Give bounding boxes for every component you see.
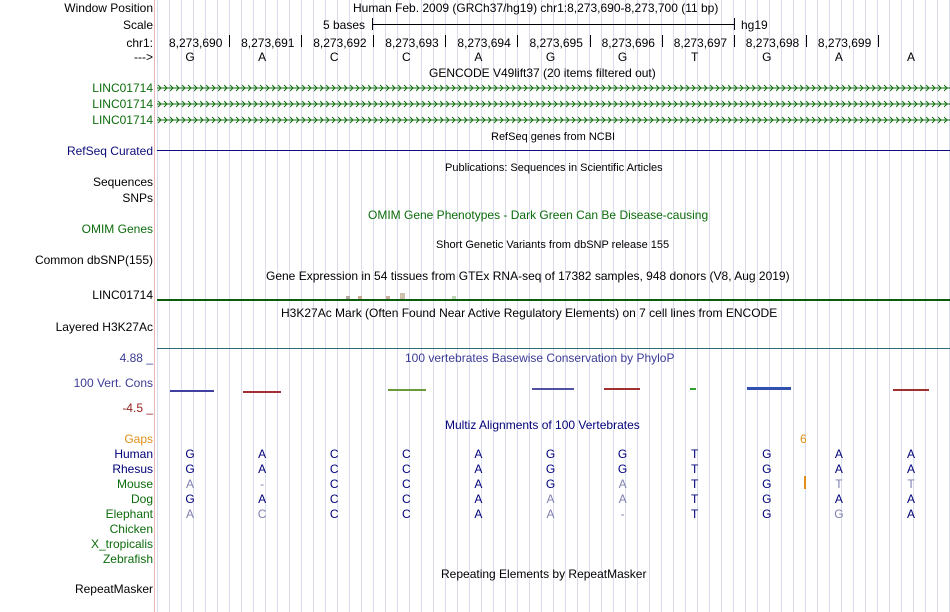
alignment-base: G <box>834 507 844 521</box>
window-position-label: Window Position <box>64 1 153 15</box>
ruler-position: 8,273,692 <box>313 36 367 50</box>
ruler-tick <box>734 35 735 47</box>
species-label[interactable]: Rhesus <box>112 462 153 476</box>
alignment-base: A <box>185 477 194 491</box>
species-label[interactable]: Human <box>114 447 153 461</box>
alignment-base: G <box>185 492 195 506</box>
alignment-base: A <box>546 507 555 521</box>
h3k27ac-baseline <box>157 348 950 349</box>
alignment-base: G <box>762 507 772 521</box>
alignment-base: A <box>834 462 843 476</box>
alignment-base: C <box>401 492 411 506</box>
species-label[interactable]: Mouse <box>116 477 153 491</box>
alignment-base: T <box>907 477 915 491</box>
gaps-label: Gaps <box>124 432 153 446</box>
alignment-base: C <box>329 507 339 521</box>
alignment-base: C <box>257 507 267 521</box>
ruler-position: 8,273,696 <box>601 36 655 50</box>
phylop-track-title[interactable]: 100 vertebrates Basewise Conservation by PhyloP <box>405 351 675 365</box>
alignment-base: C <box>329 462 339 476</box>
alignment-base: C <box>329 477 339 491</box>
species-label[interactable]: Zebrafish <box>102 552 153 566</box>
alignment-base: A <box>906 447 915 461</box>
gtex-bar <box>452 296 456 299</box>
gencode-gene-label-3[interactable]: LINC01714 <box>92 113 153 127</box>
reference-base: G <box>545 50 556 64</box>
ruler-position: 8,273,695 <box>529 36 583 50</box>
phylop-min-value: -4.5 _ <box>122 401 153 415</box>
refseq-track-title[interactable]: RefSeq genes from NCBI <box>491 131 616 143</box>
ruler-tick <box>590 35 591 47</box>
alignment-base: G <box>185 447 195 461</box>
alignment-base: G <box>762 447 772 461</box>
gtex-track-title[interactable]: Gene Expression in 54 tissues from GTEx RNA-seq of 17382 samples, 948 donors (V8, Aug 2019) <box>266 269 790 283</box>
ruler-tick <box>373 35 374 47</box>
alignment-base: G <box>545 477 556 491</box>
h3k27ac-track-title[interactable]: H3K27Ac Mark (Often Found Near Active Regulatory Elements) on 7 cell lines from ENCODE <box>281 306 778 320</box>
alignment-base: A <box>258 462 267 476</box>
repeatmasker-track-title[interactable]: Repeating Elements by RepeatMasker <box>441 567 647 581</box>
scale-bar <box>372 24 734 25</box>
alignment-base: C <box>329 447 339 461</box>
alignment-base: G <box>545 462 556 476</box>
reference-base: G <box>762 50 772 64</box>
gencode-track-title[interactable]: GENCODE V49lift37 (20 items filtered out) <box>429 66 656 80</box>
ruler-position: 8,273,693 <box>385 36 439 50</box>
alignment-base: - <box>260 477 265 491</box>
scale-value: 5 bases <box>323 18 366 32</box>
alignment-base: A <box>906 492 915 506</box>
alignment-base: A <box>906 507 915 521</box>
alignment-base: T <box>691 447 699 461</box>
alignment-base: A <box>258 492 267 506</box>
species-label[interactable]: Dog <box>130 492 153 506</box>
strand-label: ---> <box>134 50 153 64</box>
gencode-gene-label-2[interactable]: LINC01714 <box>92 97 153 111</box>
ruler-tick <box>878 35 879 47</box>
gap-insertion-marker <box>804 476 806 489</box>
phylop-track-label[interactable]: 100 Vert. Cons <box>73 376 153 390</box>
alignment-base: G <box>545 447 556 461</box>
reference-base: G <box>185 50 195 64</box>
gaps-value: 6 <box>800 432 807 446</box>
phylop-max-value: 4.88 _ <box>119 351 153 365</box>
dbsnp-track-title[interactable]: Short Genetic Variants from dbSNP release 155 <box>436 239 670 251</box>
chrom-label: chr1: <box>126 36 153 50</box>
reference-base: G <box>617 50 628 64</box>
alignment-base: G <box>762 462 772 476</box>
alignment-base: A <box>474 462 483 476</box>
ruler-tick <box>806 35 807 47</box>
refseq-track-label[interactable]: RefSeq Curated <box>66 144 153 158</box>
omim-track-title[interactable]: OMIM Gene Phenotypes - Dark Green Can Be Disease-causing <box>368 208 709 222</box>
alignment-base: A <box>906 462 915 476</box>
gencode-transcript-2[interactable] <box>157 98 950 110</box>
reference-base: A <box>474 50 483 64</box>
alignment-base: - <box>620 507 625 521</box>
repeatmasker-track-label[interactable]: RepeatMasker <box>74 582 153 596</box>
ruler-tick <box>517 35 518 47</box>
alignment-base: C <box>401 477 411 491</box>
gtex-bar <box>386 296 390 299</box>
alignment-base: T <box>691 462 699 476</box>
alignment-base: A <box>618 477 627 491</box>
ruler-position: 8,273,698 <box>745 36 800 50</box>
omim-track-label[interactable]: OMIM Genes <box>81 222 153 236</box>
reference-base: A <box>906 50 915 64</box>
scale-bar-right-tick <box>734 18 735 30</box>
ruler-tick <box>662 35 663 47</box>
species-label[interactable]: Elephant <box>105 507 153 521</box>
alignment-base: G <box>185 462 195 476</box>
gencode-transcript-1[interactable] <box>157 82 950 94</box>
ruler-position: 8,273,694 <box>457 36 511 50</box>
species-label[interactable]: Chicken <box>109 522 153 536</box>
alignment-base: G <box>617 447 628 461</box>
ruler-position: 8,273,697 <box>673 36 728 50</box>
alignment-base: T <box>691 492 699 506</box>
alignment-base: C <box>401 447 411 461</box>
gtex-bar <box>400 293 405 299</box>
alignment-base: T <box>691 507 699 521</box>
alignment-base: C <box>329 492 339 506</box>
alignment-base: A <box>474 492 483 506</box>
alignment-base: G <box>762 477 772 491</box>
alignment-base: T <box>691 477 699 491</box>
alignment-base: A <box>474 477 483 491</box>
gencode-transcript-3[interactable] <box>157 114 950 126</box>
scale-assembly: hg19 <box>741 18 768 32</box>
ruler-position: 8,273,690 <box>169 36 223 50</box>
ruler-position: 8,273,691 <box>241 36 295 50</box>
alignment-base: T <box>835 477 843 491</box>
window-position-value[interactable]: Human Feb. 2009 (GRCh37/hg19) chr1:8,273,690-8,273,700 (11 bp) <box>353 1 719 15</box>
alignment-base: A <box>834 492 843 506</box>
refseq-gene-line[interactable] <box>157 150 950 151</box>
label-separator <box>154 0 155 612</box>
gtex-bar <box>346 296 350 299</box>
alignment-base: A <box>618 492 627 506</box>
h3k27ac-track-label[interactable]: Layered H3K27Ac <box>55 320 153 334</box>
alignment-base: A <box>474 507 483 521</box>
ruler-position: 8,273,699 <box>817 36 872 50</box>
gtex-gene-line[interactable] <box>157 299 950 301</box>
ruler-tick <box>445 35 446 47</box>
snps-track-label[interactable]: SNPs <box>122 191 153 205</box>
scale-label: Scale <box>122 18 153 32</box>
gtex-track-label[interactable]: LINC01714 <box>92 288 153 302</box>
species-label[interactable]: X_tropicalis <box>90 537 153 551</box>
reference-base: C <box>401 50 411 64</box>
alignment-base: A <box>185 507 194 521</box>
ruler-tick <box>301 35 302 47</box>
alignment-base: G <box>617 462 628 476</box>
multiz-track-title[interactable]: Multiz Alignments of 100 Vertebrates <box>445 418 640 432</box>
reference-base: A <box>834 50 843 64</box>
alignment-base: C <box>401 507 411 521</box>
gencode-gene-label-1[interactable]: LINC01714 <box>92 81 153 95</box>
reference-base: C <box>329 50 339 64</box>
alignment-base: A <box>474 447 483 461</box>
alignment-base: A <box>258 447 267 461</box>
alignment-base: G <box>762 492 772 506</box>
gtex-bar <box>358 296 362 299</box>
sequences-track-label[interactable]: Sequences <box>92 175 153 189</box>
alignment-base: A <box>546 492 555 506</box>
dbsnp-track-label[interactable]: Common dbSNP(155) <box>34 253 153 267</box>
reference-base: T <box>691 50 699 64</box>
alignment-base: C <box>401 462 411 476</box>
publications-track-title[interactable]: Publications: Sequences in Scientific Articles <box>445 162 663 174</box>
alignment-base: A <box>834 447 843 461</box>
ruler-tick <box>229 35 230 47</box>
reference-base: A <box>258 50 267 64</box>
